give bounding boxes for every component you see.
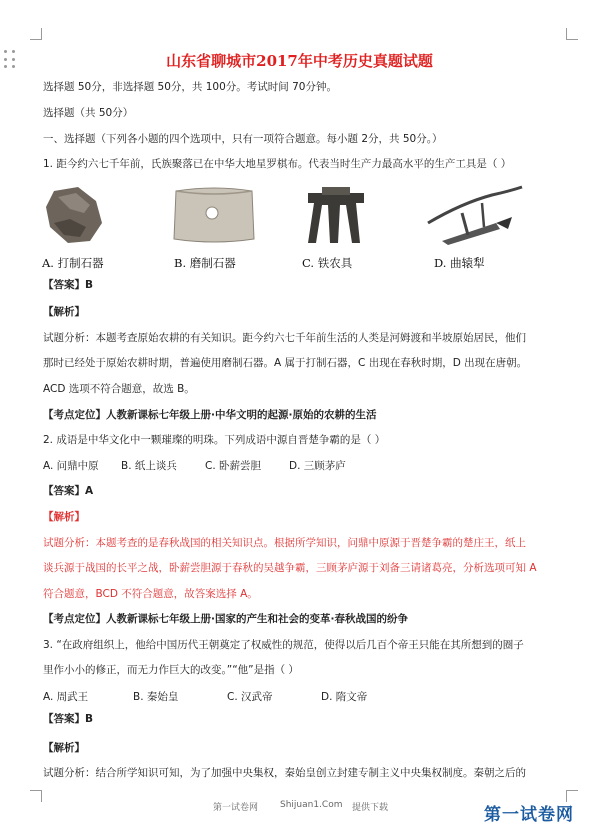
question-2-analysis-line: 符合题意，BCD 不符合题意，故答案选择 A。 (43, 588, 258, 600)
question-2-options (43, 458, 563, 472)
image-caption: C. 铁农具 (302, 256, 353, 270)
question-2-analysis-label: 【解析】 (43, 511, 85, 523)
question-3-analysis-label: 【解析】 (43, 742, 85, 754)
image-caption: B. 磨制石器 (174, 256, 236, 270)
question-3-stem-line: 3. “在政府组织上，他给中国历代王朝奠定了权威性的规范，使得以后几百个帝王只能在其所想到的圈子 (43, 639, 524, 651)
option-a: A. 周武王 (43, 691, 89, 703)
polished-stone-tool-icon (168, 183, 260, 270)
page-corner-mark (566, 28, 578, 40)
image-caption: A. 打制石器 (42, 256, 104, 270)
question-2-analysis-line: 谈兵源于战国的长平之战，卧薪尝胆源于春秋的吴越争霸，三顾茅庐源于刘备三请诸葛亮，分析选项可知 A (43, 562, 537, 574)
option-c: C. 卧薪尝胆 (205, 460, 262, 472)
question-2-answer: 【答案】A (43, 485, 94, 497)
chipped-stone-tool-icon (40, 183, 110, 270)
question-1-point: 【考点定位】人教新课标七年级上册·中华文明的起源·原始的农耕的生活 (43, 409, 377, 421)
brand-logo: 第一试卷网 (484, 805, 574, 825)
question-1-analysis-line: 那时已经处于原始农耕时期，普遍使用磨制石器。A 属于打制石器，C 出现在春秋时期，D 出现在唐朝。 (43, 357, 528, 369)
page-title: 山东省聊城市2017年中考历史真题试题 (166, 52, 433, 70)
iron-farm-tool-icon (300, 183, 372, 270)
question-2-analysis-line: 试题分析：本题考查的是春秋战国的相关知识点。根据所学知识，问鼎中原源于晋楚争霸的楚庄王，纸上 (43, 537, 526, 549)
question-3-answer: 【答案】B (43, 713, 94, 725)
option-b: B. 纸上谈兵 (121, 460, 177, 472)
option-d: D. 三顾茅庐 (289, 460, 346, 472)
question-3-stem-line: 里作小小的修正，而无力作巨大的改变。”“他”是指（ ） (43, 664, 299, 676)
question-1-stem: 1. 距今约六七千年前，氏族聚落已在中华大地星罗棋布。代表当时生产力最高水平的生产工具是（ ） (43, 158, 512, 170)
question-1-answer: 【答案】B (43, 279, 94, 291)
question-2-point: 【考点定位】人教新课标七年级上册·国家的产生和社会的变革·春秋战国的纷争 (43, 613, 408, 625)
footer-download-text: 提供下载 (352, 803, 389, 813)
section-one-heading: 一、选择题（下列各小题的四个选项中，只有一项符合题意。每小题 2分，共 50分。） (43, 133, 443, 145)
option-d: D. 隋文帝 (321, 691, 368, 703)
footer-site-name: 第一试卷网 (213, 803, 259, 813)
question-1-analysis-line: 试题分析：本题考查原始农耕的有关知识。距今约六七千年前生活的人类是河姆渡和半坡原始居民，他们 (43, 332, 526, 344)
exam-intro: 选择题 50分，非选择题 50分，共 100分。考试时间 70分钟。 (43, 81, 337, 93)
option-c: C. 汉武帝 (227, 691, 273, 703)
question-1-analysis-line: ACD 选项不符合题意，故选 B。 (43, 383, 195, 395)
footer-site-link[interactable]: Shijuan1.Com (280, 800, 343, 810)
option-a: A. 问鼎中原 (43, 460, 99, 472)
question-1-images (40, 183, 560, 273)
question-2-stem: 2. 成语是中华文化中一颗璀璨的明珠。下列成语中源自晋楚争霸的是（ ） (43, 434, 386, 446)
question-3-analysis-line: 试题分析：结合所学知识可知，为了加强中央集权，秦始皇创立封建专制主义中央集权制度。秦朝之后的 (43, 767, 526, 779)
question-3-options (43, 689, 563, 703)
page-corner-mark (30, 28, 42, 40)
image-caption: D. 曲辕犁 (434, 256, 485, 270)
curved-shaft-plough-icon (422, 183, 526, 270)
option-b: B. 秦始皇 (133, 691, 179, 703)
question-1-analysis-label: 【解析】 (43, 306, 85, 318)
section-heading: 选择题（共 50分） (43, 107, 134, 119)
